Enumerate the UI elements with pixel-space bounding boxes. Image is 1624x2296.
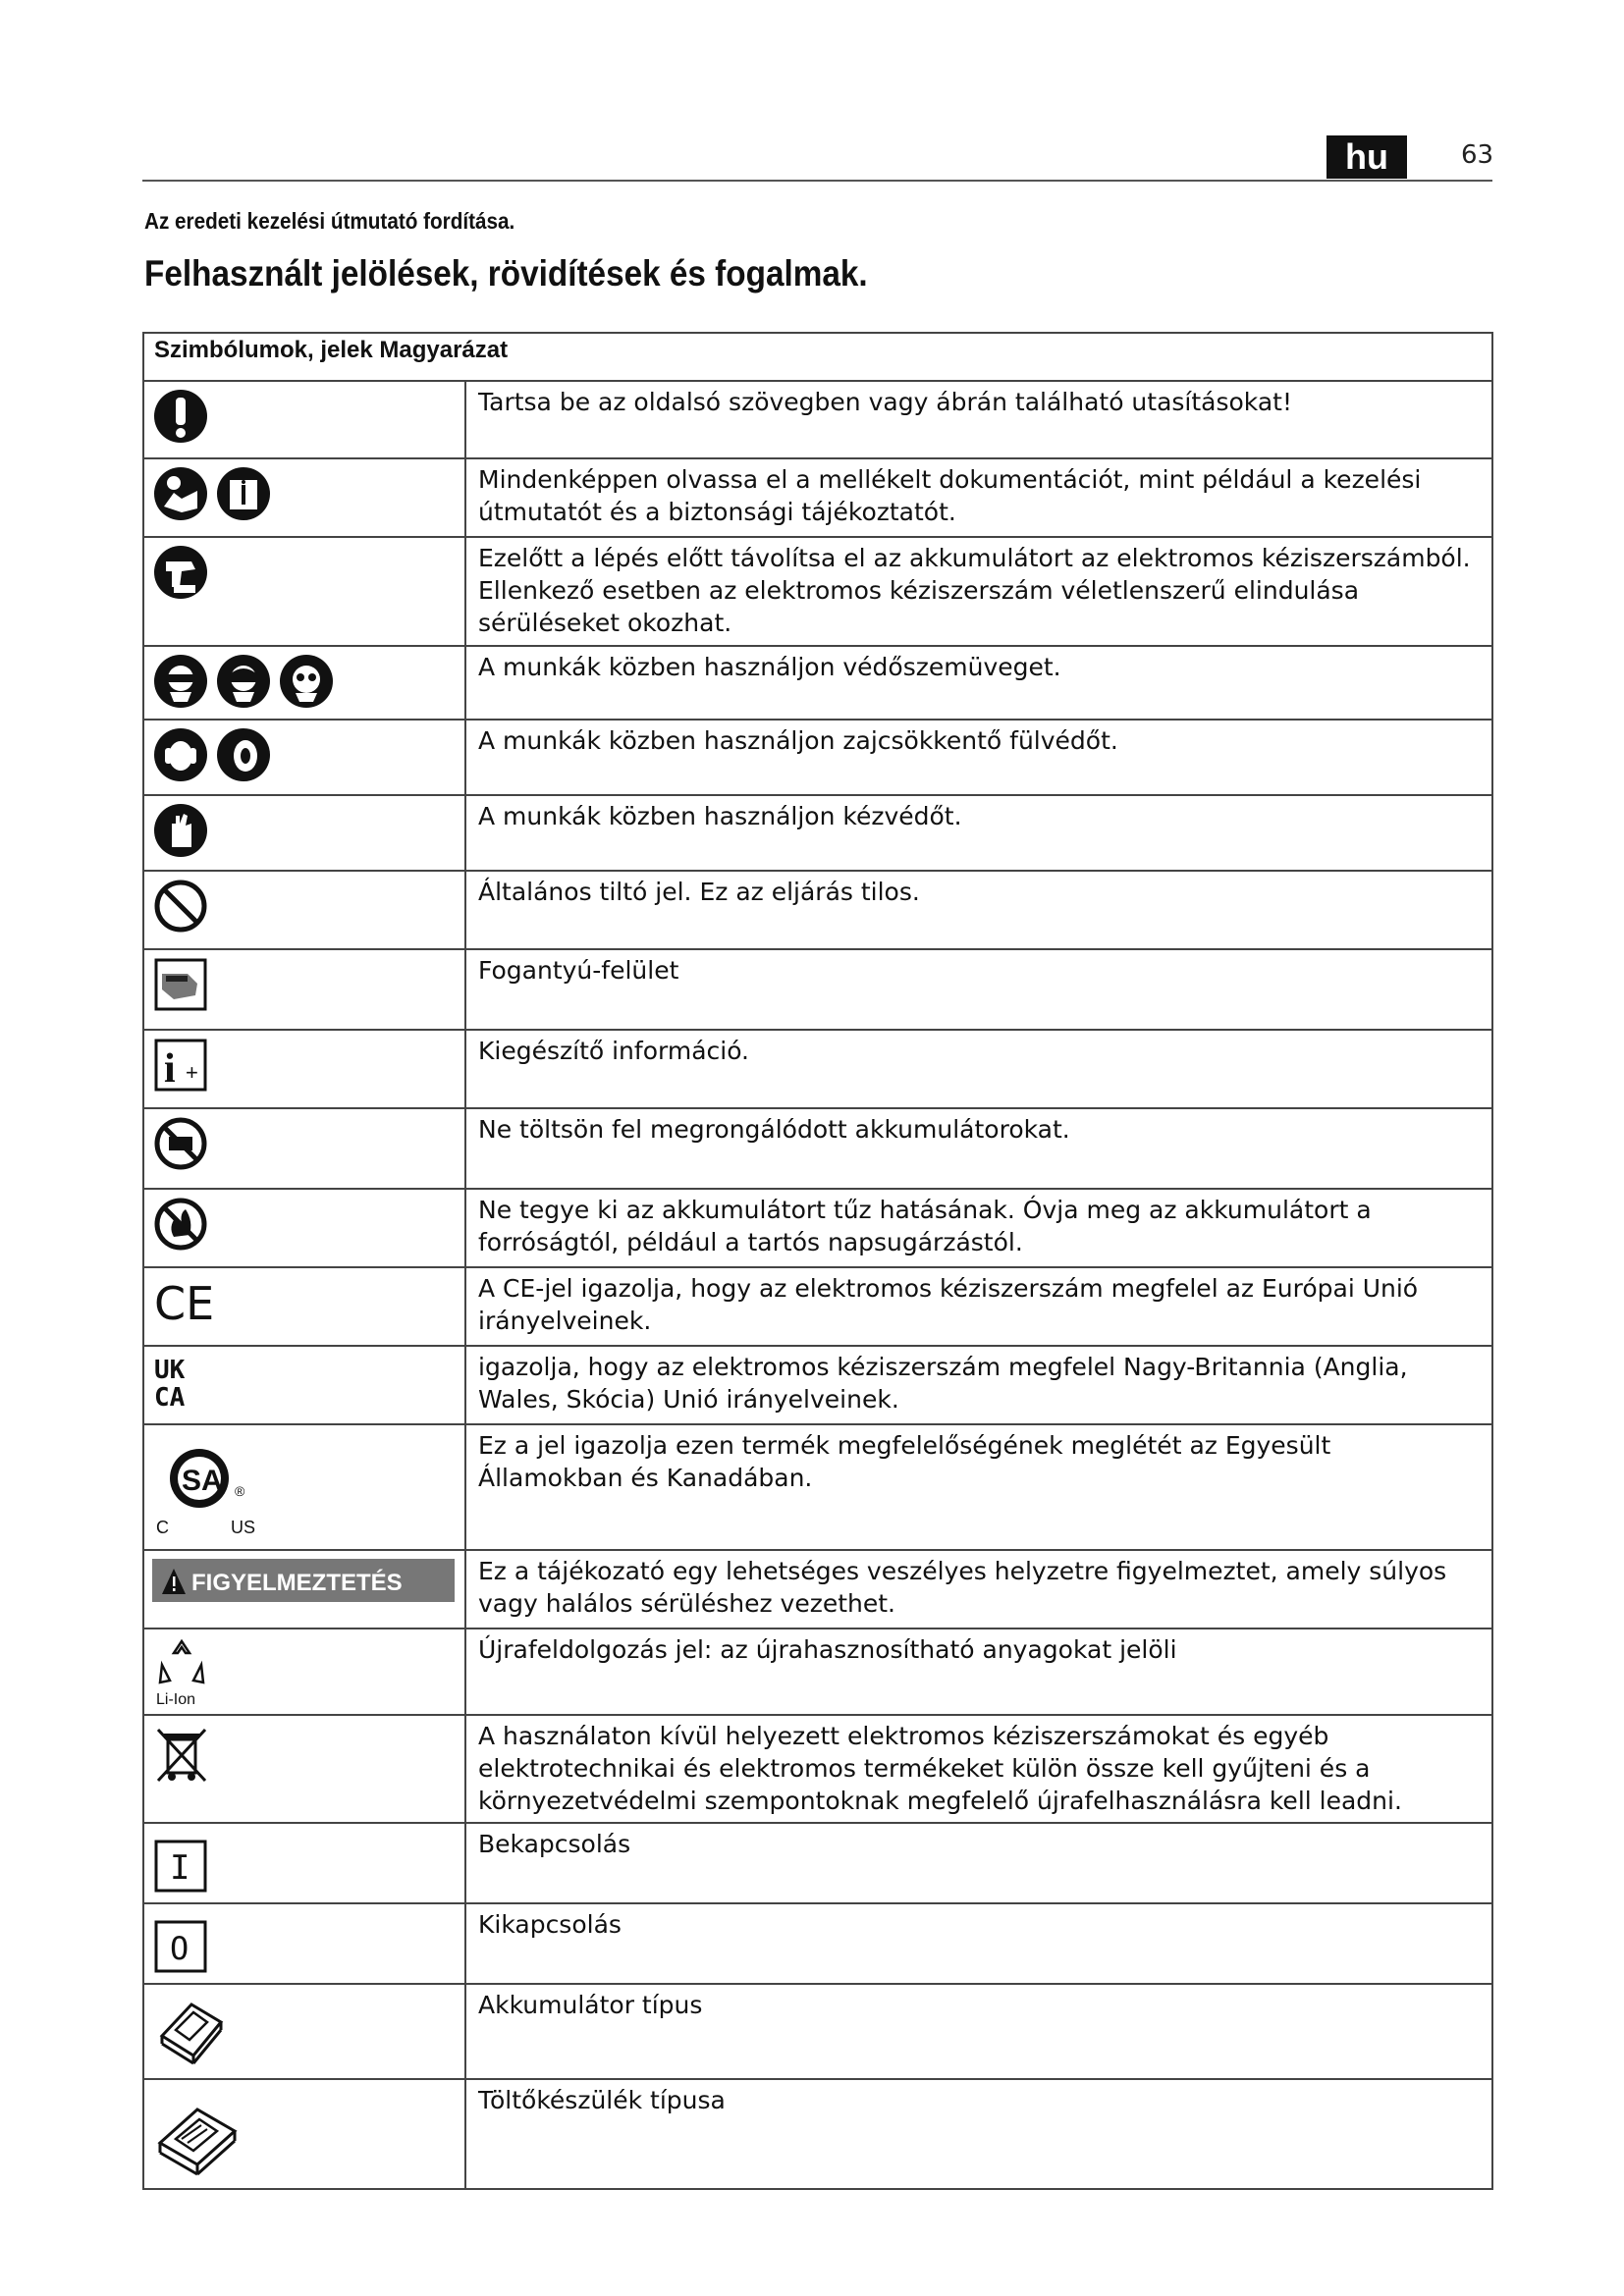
description-cell: A CE-jel igazolja, hogy az elektromos kéziszerszám megfelel az Európai Unió irányelveinek. (465, 1267, 1492, 1346)
svg-text:SA: SA (182, 1465, 223, 1497)
table-row (143, 1424, 1492, 1550)
symbol-cell (143, 720, 465, 795)
description-cell: Fogantyú-felület (465, 949, 1492, 1030)
remove-battery-icon (152, 544, 209, 601)
table-row (143, 1189, 1492, 1267)
power-off-icon (152, 1918, 209, 1975)
read-manual-icon (152, 465, 209, 522)
language-badge: hu (1326, 135, 1407, 179)
description-cell: A munkák közben használjon zajcsökkentő fülvédőt. (465, 720, 1492, 795)
description-cell: Mindenképpen olvassa el a mellékelt dokumentációt, mint például a kezelési útmutatót és a biztonsági tájékoztatót. (465, 458, 1492, 537)
description-cell: Akkumulátor típus (465, 1984, 1492, 2079)
description-cell: Általános tiltó jel. Ez az eljárás tilos. (465, 871, 1492, 949)
table-header-row (143, 333, 1492, 381)
svg-text:UK: UK (154, 1356, 186, 1385)
ce-mark-icon (152, 1274, 221, 1331)
table-row (143, 537, 1492, 646)
description-cell: Kikapcsolás (465, 1903, 1492, 1984)
description-cell: A használaton kívül helyezett elektromos kéziszerszámokat és egyéb elektrotechnikai és elektromos termékeket külön össze kell gyűjteni és a környezetvédelmi szempontoknak megfelelő újrafelhasználásra kell leadni. (465, 1715, 1492, 1823)
table-row (143, 1715, 1492, 1823)
mandatory-exclamation-icon (152, 388, 209, 445)
ukca-mark-icon (152, 1353, 209, 1414)
ear-protection-icon (152, 726, 209, 783)
battery-pack-icon (152, 1991, 231, 2069)
table-row (143, 1030, 1492, 1108)
ear-muff-icon (215, 726, 272, 783)
symbol-cell (143, 1108, 465, 1189)
symbol-cell (143, 537, 465, 646)
recycling-li-ion-icon (152, 1635, 211, 1710)
description-cell: igazolja, hogy az elektromos kéziszerszám megfelel Nagy-Britannia (Anglia, Wales, Skócia) Unió irányelveinek. (465, 1346, 1492, 1424)
description-cell: Ez a tájékozató egy lehetséges veszélyes helyzetre figyelmeztet, amely súlyos vagy halálos sérüléshez vezethet. (465, 1550, 1492, 1629)
table-row (143, 1629, 1492, 1715)
description-cell: Bekapcsolás (465, 1823, 1492, 1903)
no-fire-icon (152, 1196, 209, 1253)
description-cell: Ne tegye ki az akkumulátort tűz hatásának. Óvja meg az akkumulátort a forróságtól, például a tartós napsugárzástól. (465, 1189, 1492, 1267)
description-cell: Ez a jel igazolja ezen termék megfelelőségének meglétét az Egyesült Államokban és Kanadában. (465, 1424, 1492, 1550)
symbol-cell (143, 1030, 465, 1108)
symbols-table (142, 332, 1493, 2190)
svg-text:CA: CA (154, 1383, 186, 1413)
document-subtitle: Az eredeti kezelési útmutató fordítása. (144, 208, 515, 234)
face-shield-icon (215, 653, 272, 710)
symbol-cell (143, 1267, 465, 1346)
description-cell: Ne töltsön fel megrongálódott akkumulátorokat. (465, 1108, 1492, 1189)
svg-text:+: + (186, 1060, 198, 1085)
svg-text:FIGYELMEZTETÉS: FIGYELMEZTETÉS (191, 1570, 403, 1596)
symbol-cell (143, 795, 465, 871)
section-title: Felhasznált jelölések, rövidítések és fogalmak. (144, 253, 868, 294)
table-row (143, 2079, 1492, 2189)
table-row (143, 1823, 1492, 1903)
power-on-icon (152, 1838, 209, 1895)
safety-glasses-icon (152, 653, 209, 710)
table-row (143, 1903, 1492, 1984)
table-row (143, 949, 1492, 1030)
table-row (143, 871, 1492, 949)
table-row (143, 1346, 1492, 1424)
column-header: Szimbólumok, jelek Magyarázat (143, 333, 1492, 381)
table-row (143, 1267, 1492, 1346)
gloves-icon (152, 802, 209, 859)
symbol-cell (143, 871, 465, 949)
goggles-icon (278, 653, 335, 710)
svg-text:I: I (170, 1848, 190, 1888)
svg-text:O: O (170, 1930, 189, 1967)
charger-icon (152, 2096, 241, 2178)
description-cell: Kiegészítő információ. (465, 1030, 1492, 1108)
symbol-cell (143, 1550, 465, 1629)
svg-text:i: i (164, 1046, 176, 1092)
description-cell: Töltőkészülék típusa (465, 2079, 1492, 2189)
symbol-cell (143, 1823, 465, 1903)
description-cell: A munkák közben használjon védőszemüveget. (465, 646, 1492, 720)
header-rule (142, 180, 1492, 182)
table-row (143, 1550, 1492, 1629)
table-row (143, 720, 1492, 795)
additional-info-icon (152, 1037, 209, 1094)
grip-surface-icon (152, 956, 209, 1013)
table-row (143, 1108, 1492, 1189)
table-row (143, 381, 1492, 458)
symbol-cell (143, 949, 465, 1030)
svg-text:US: US (231, 1518, 256, 1537)
symbol-cell (143, 381, 465, 458)
warning-label-icon (152, 1559, 455, 1602)
symbol-cell (143, 1903, 465, 1984)
table-row (143, 795, 1492, 871)
description-cell: Ezelőtt a lépés előtt távolítsa el az akkumulátort az elektromos kéziszerszámból. Ellenkező esetben az elektromos kéziszerszám véletlenszerű elindulása sérüléseket okozhat. (465, 537, 1492, 646)
prohibition-icon (152, 878, 209, 934)
svg-text:C: C (156, 1518, 169, 1537)
table-row (143, 458, 1492, 537)
symbol-cell (143, 1346, 465, 1424)
description-cell: Újrafeldolgozás jel: az újrahasznosítható anyagokat jelöli (465, 1629, 1492, 1715)
symbol-cell (143, 2079, 465, 2189)
no-charge-damaged-battery-icon (152, 1115, 209, 1172)
symbol-cell (143, 1424, 465, 1550)
page-number: 63 (1461, 140, 1494, 170)
table-row (143, 646, 1492, 720)
symbol-cell (143, 458, 465, 537)
svg-text:CE: CE (154, 1277, 215, 1330)
symbol-cell (143, 646, 465, 720)
table-row (143, 1984, 1492, 2079)
description-cell: Tartsa be az oldalsó szövegben vagy ábrán található utasításokat! (465, 381, 1492, 458)
csa-mark-icon (152, 1431, 270, 1539)
information-book-icon (215, 465, 272, 522)
description-cell: A munkák közben használjon kézvédőt. (465, 795, 1492, 871)
symbol-cell (143, 1189, 465, 1267)
symbol-cell (143, 1629, 465, 1715)
symbol-cell (143, 1984, 465, 2079)
svg-text:®: ® (235, 1483, 245, 1499)
weee-crossed-bin-icon (152, 1722, 211, 1787)
symbol-cell (143, 1715, 465, 1823)
svg-text:Li-Ion: Li-Ion (156, 1691, 196, 1708)
